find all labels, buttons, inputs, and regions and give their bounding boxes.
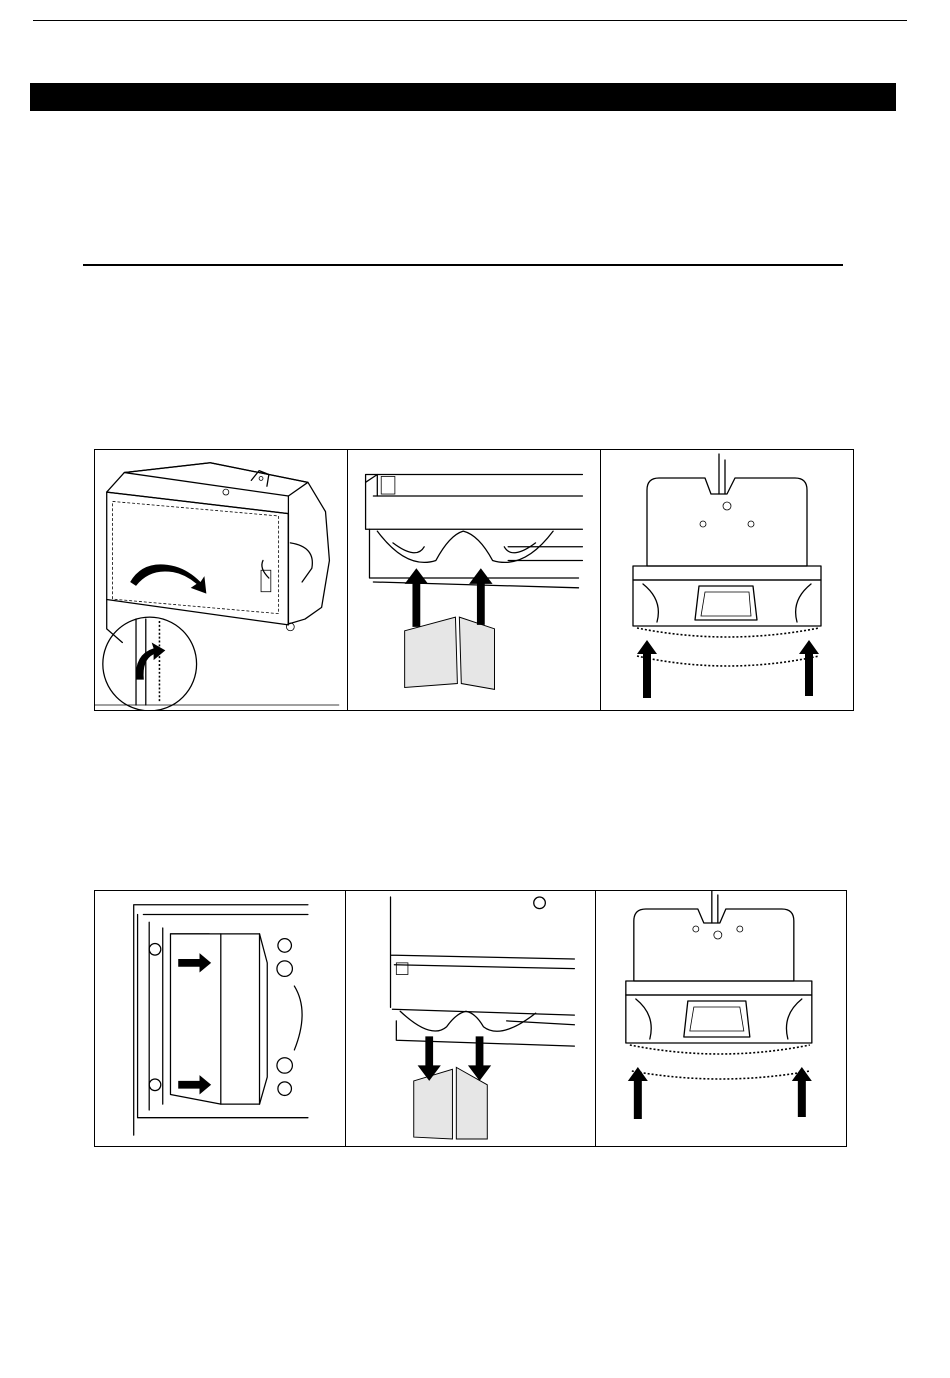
figure-grille-removal xyxy=(95,450,347,710)
figure-grille-reattach-up-2 xyxy=(595,891,846,1146)
speaker-perspective-illustration xyxy=(95,450,347,710)
up-arrow-icon xyxy=(792,1067,812,1117)
header-rule xyxy=(33,20,907,21)
up-arrow-icon xyxy=(799,640,819,696)
waveguide-slide-illustration xyxy=(95,891,345,1146)
figure-waveguide-remove-down xyxy=(345,891,596,1146)
speaker-front-illustration xyxy=(601,450,853,710)
waveguide-insert-illustration xyxy=(348,450,600,710)
up-arrow-icon xyxy=(405,568,428,627)
rotate-arrow-icon xyxy=(130,564,206,593)
up-arrow-icon xyxy=(628,1067,648,1119)
figure-waveguide-slide-right xyxy=(95,891,345,1146)
right-arrow-icon xyxy=(178,1075,211,1094)
subsection-rule xyxy=(83,264,843,266)
figure-row-2 xyxy=(94,890,847,1147)
figure-row-1 xyxy=(94,449,854,711)
right-arrow-icon xyxy=(178,953,211,972)
speaker-front-illustration-2 xyxy=(596,891,846,1146)
waveguide-remove-illustration xyxy=(346,891,596,1146)
up-arrow-icon xyxy=(469,568,492,625)
figure-grille-reattach-up xyxy=(600,450,853,710)
up-arrow-icon xyxy=(637,640,657,698)
figure-waveguide-insert-up xyxy=(347,450,600,710)
section-title-bar xyxy=(30,83,896,111)
